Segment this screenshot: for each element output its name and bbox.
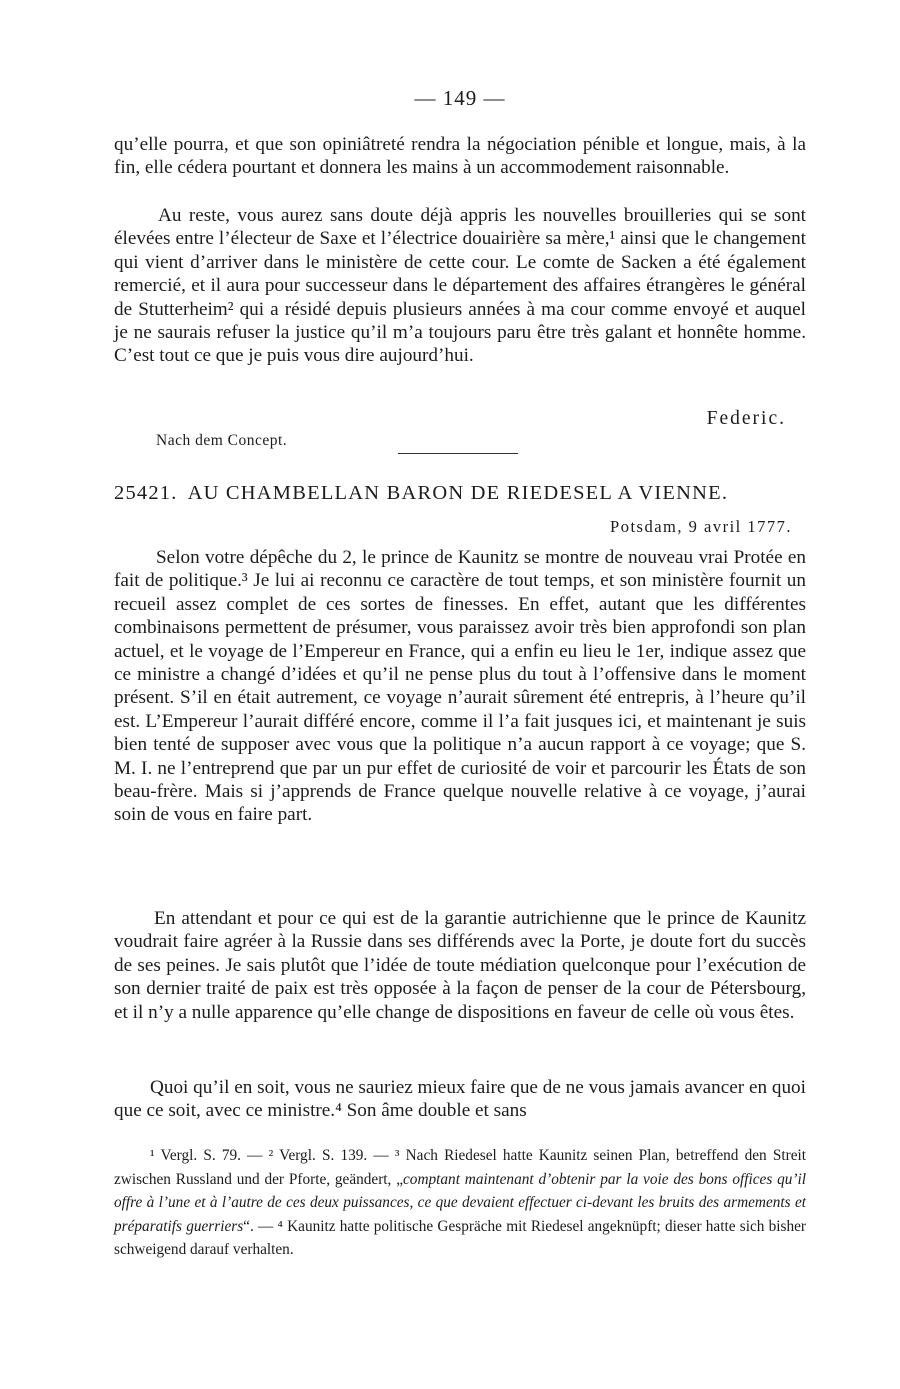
- letter-number: 25421.: [114, 482, 178, 504]
- continuation-paragraph: qu’elle pourra, et que son opiniâtreté rendra la négociation pénible et longue, mais, à la fin, elle cédera pourtant et donnera les mains à un accommodement raisonnable.: [114, 134, 806, 179]
- section-divider: [398, 453, 518, 454]
- letter-heading: [114, 482, 806, 505]
- footnote-quote-italic: comptant maintenant d’obtenir par la voie des bons offices qu’il offre à l’une et à l’autre de ces deux puissances, ce que devaient effectuer ci-devant les bruits des armements et préparatifs guerriers: [114, 1170, 806, 1235]
- footnotes: [114, 1144, 806, 1262]
- source-note: Nach dem Concept.: [156, 432, 288, 449]
- footnote-text-1: ¹ Vergl. S. 79. — ² Vergl. S. 139. — ³ Nach Riedesel hatte Kaunitz seinen Plan, betreffend den Streit zwischen Russland und der Pforte, geändert, „: [114, 1147, 806, 1188]
- signature: Federic.: [706, 408, 786, 429]
- dateline: Potsdam, 9 avril 1777.: [610, 517, 792, 536]
- page-number: — 149 —: [414, 86, 506, 110]
- paragraph-kaunitz-policy: Selon votre dépêche du 2, le prince de Kaunitz se montre de nouveau vrai Protée en fait de politique.³ Je lui ai reconnu ce caractère de tout temps, et son ministère fournit un recueil assez complet de ces sortes de finesses. En effet, autant que les différentes combinaisons permettent de présumer, vous paraissez avoir très bien approfondi son plan actuel, et le voyage de l’Empereur en France, qui a enfin eu lieu le 1er, indique assez que ce ministre a changé d’idées et qu’il ne pense plus du tout à l’offensive dans le moment présent. S’il en était autrement, ce voyage n’aurait sûrement été entrepris, à l’heure qu’il est. L’Empereur l’aurait différé encore, comme il l’a fait jusques ici, et maintenant je suis bien tenté de supposer avec vous que la politique n’a aucun rapport à ce voyage; que S. M. I. ne l’entreprend que par un pur effet de curiosité de voir et parcourir les États de son beau-frère. Mais si j’apprends de France quelque nouvelle relative à ce voyage, j’aurai soin de vous en faire part.: [114, 547, 806, 826]
- letter-title: AU CHAMBELLAN BARON DE RIEDESEL A VIENNE.: [187, 482, 729, 504]
- paragraph-austrian-guarantee: En attendant et pour ce qui est de la garantie autrichienne que le prince de Kaunitz voudrait faire agréer à la Russie dans ses différends avec la Porte, je doute fort du succès de ses peines. Je sais plutôt que l’idée de toute médiation quelconque pour l’exécution de son dernier traité de paix est très opposée à la façon de penser de la cour de Pétersbourg, et il n’y a nulle apparence qu’elle change de dispositions en faveur de celle où vous êtes.: [114, 908, 806, 1023]
- footnote-text-2: “. — ⁴ Kaunitz hatte politische Gespräche mit Riedesel angeknüpft; dieser hatte sich bisher schweigend darauf verhalten.: [114, 1217, 806, 1259]
- paragraph-caution: Quoi qu’il en soit, vous ne sauriez mieux faire que de ne vous jamais avancer en quoi que ce soit, avec ce ministre.⁴ Son âme double et sans: [114, 1077, 806, 1122]
- paragraph-saxony-news: Au reste, vous aurez sans doute déjà appris les nouvelles brouilleries qui se sont élevées entre l’électeur de Saxe et l’électrice douairière sa mère,¹ ainsi que le changement qui vient d’arriver dans le ministère de cette cour. Le comte de Sacken a été également remercié, et il aura pour successeur dans le département des affaires étrangères le général de Stutterheim² qui a résidé depuis plusieurs années à ma cour comme envoyé et auquel je ne saurais refuser la justice qu’il m’a toujours paru être très galant et honnête homme. C’est tout ce que je puis vous dire aujourd’hui.: [114, 205, 806, 367]
